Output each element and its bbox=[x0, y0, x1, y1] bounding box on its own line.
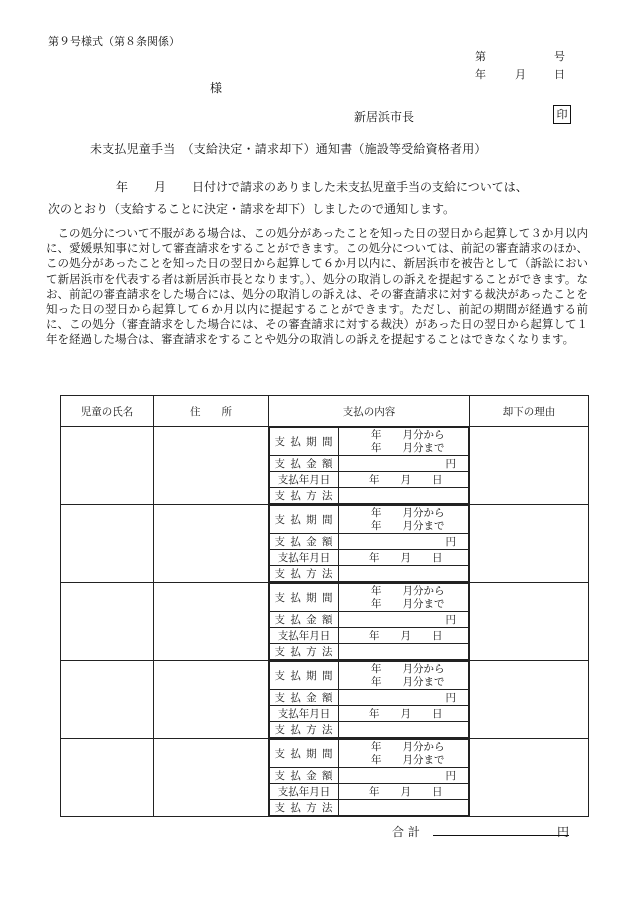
period-value[interactable] bbox=[339, 584, 469, 612]
period-value[interactable] bbox=[339, 740, 469, 768]
date-label: 支払年月日 bbox=[270, 784, 339, 800]
payment-detail bbox=[269, 427, 469, 504]
seal-box: 印 bbox=[553, 105, 571, 124]
amount-value[interactable]: 円 bbox=[339, 456, 469, 472]
period-from: 年 月分から bbox=[371, 662, 445, 675]
address-cell[interactable] bbox=[154, 505, 269, 583]
rejection-reason-cell[interactable] bbox=[470, 427, 589, 505]
date-value[interactable]: 年 月 日 bbox=[339, 550, 469, 566]
amount-label: 支 払 金 額 bbox=[270, 534, 339, 550]
amount-value[interactable]: 円 bbox=[339, 612, 469, 628]
period-from: 年 月分から bbox=[371, 428, 445, 441]
date-label: 支払年月日 bbox=[270, 706, 339, 722]
address-cell[interactable] bbox=[154, 427, 269, 505]
child-name-cell[interactable] bbox=[61, 505, 154, 583]
addressee-suffix: 様 bbox=[210, 81, 223, 95]
period-from: 年 月分から bbox=[371, 740, 445, 753]
intro-paragraph bbox=[48, 176, 588, 220]
period-from: 年 月分から bbox=[371, 506, 445, 519]
rejection-reason-cell[interactable] bbox=[470, 739, 589, 817]
child-row bbox=[61, 583, 589, 661]
method-label: 支 払 方 法 bbox=[270, 644, 339, 660]
date-label: 支払年月日 bbox=[270, 628, 339, 644]
date-label: 支払年月日 bbox=[270, 472, 339, 488]
amount-label: 支 払 金 額 bbox=[270, 690, 339, 706]
payment-detail bbox=[269, 661, 469, 738]
period-value[interactable] bbox=[339, 506, 469, 534]
address-cell[interactable] bbox=[154, 583, 269, 661]
period-label: 支 払 期 間 bbox=[270, 740, 339, 768]
rejection-reason-cell[interactable] bbox=[470, 505, 589, 583]
amount-label: 支 払 金 額 bbox=[270, 768, 339, 784]
date-day: 日 bbox=[554, 68, 565, 81]
intro-year: 年 bbox=[116, 180, 129, 194]
method-label: 支 払 方 法 bbox=[270, 722, 339, 738]
period-label: 支 払 期 間 bbox=[270, 584, 339, 612]
rejection-reason-cell[interactable] bbox=[470, 661, 589, 739]
amount-value[interactable]: 円 bbox=[339, 690, 469, 706]
method-value[interactable] bbox=[339, 800, 469, 816]
issuer-name: 新居浜市長 bbox=[354, 110, 415, 124]
child-row bbox=[61, 661, 589, 739]
intro-month: 月 bbox=[154, 180, 167, 194]
document-title: 未支払児童手当 （支給決定・請求却下）通知書（施設等受給資格者用） bbox=[90, 142, 487, 156]
amount-value[interactable]: 円 bbox=[339, 534, 469, 550]
date-label: 支払年月日 bbox=[270, 550, 339, 566]
period-from: 年 月分から bbox=[371, 584, 445, 597]
document-number bbox=[475, 48, 565, 64]
payment-detail bbox=[269, 583, 469, 660]
period-label: 支 払 期 間 bbox=[270, 428, 339, 456]
period-value[interactable] bbox=[339, 662, 469, 690]
appeal-notice: この処分について不服がある場合は、この処分があったことを知った日の翌日から起算して３か月以内に、愛媛県知事に対して審査請求をすることができます。この処分については、前記の審査請求のほか、この処分があったことを知った日の翌日から起算して６か月以内に、新居浜市を被告として（訴訟において新居浜市を代表する者は新居浜市長となります。）、処分の取消しの訴えを提起することができます。なお、前記の審査請求をした場合には、処分の取消しの訴えは、その審査請求に対する裁決があったことを知った日の翌日から起算して６か月以内に提起することができます。ただし、前記の期間が経過する前に、この処分（審査請求をした場合には、その審査請求に対する裁決）があった日の翌日から起算して１年を経過した場合は、審査請求をすることや処分の取消しの訴えを提起することはできなくなります。 bbox=[46, 226, 588, 347]
amount-label: 支 払 金 額 bbox=[270, 612, 339, 628]
form-number: 第９号様式（第８条関係） bbox=[48, 35, 180, 48]
payment-table bbox=[60, 395, 589, 817]
header-address: 住 所 bbox=[154, 396, 269, 427]
amount-label: 支 払 金 額 bbox=[270, 456, 339, 472]
amount-value[interactable]: 円 bbox=[339, 768, 469, 784]
period-to: 年 月分まで bbox=[371, 597, 445, 610]
doc-number-prefix: 第 bbox=[475, 50, 486, 63]
period-to: 年 月分まで bbox=[371, 519, 445, 532]
period-to: 年 月分まで bbox=[371, 753, 445, 766]
intro-line1: 日付けで請求のありました未支払児童手当の支給については、 bbox=[192, 180, 528, 194]
period-to: 年 月分まで bbox=[371, 675, 445, 688]
child-name-cell[interactable] bbox=[61, 739, 154, 817]
child-name-cell[interactable] bbox=[61, 661, 154, 739]
child-row bbox=[61, 739, 589, 817]
period-label: 支 払 期 間 bbox=[270, 506, 339, 534]
period-value[interactable] bbox=[339, 428, 469, 456]
method-value[interactable] bbox=[339, 488, 469, 504]
rejection-reason-cell[interactable] bbox=[470, 583, 589, 661]
header-child-name: 児童の氏名 bbox=[61, 396, 154, 427]
intro-line2: 次のとおり（支給することに決定・請求を却下）しましたので通知します。 bbox=[48, 202, 456, 216]
date-month: 月 bbox=[515, 68, 526, 81]
child-name-cell[interactable] bbox=[61, 583, 154, 661]
header-payment-content: 支払の内容 bbox=[269, 396, 470, 427]
period-to: 年 月分まで bbox=[371, 441, 445, 454]
total-yen: 円 bbox=[557, 825, 570, 839]
method-label: 支 払 方 法 bbox=[270, 488, 339, 504]
address-cell[interactable] bbox=[154, 661, 269, 739]
child-row bbox=[61, 427, 589, 505]
date-value[interactable]: 年 月 日 bbox=[339, 628, 469, 644]
child-row bbox=[61, 505, 589, 583]
method-label: 支 払 方 法 bbox=[270, 566, 339, 582]
period-label: 支 払 期 間 bbox=[270, 662, 339, 690]
total-label: 合 計 bbox=[392, 825, 420, 839]
date-value[interactable]: 年 月 日 bbox=[339, 472, 469, 488]
date-year: 年 bbox=[475, 68, 486, 81]
child-name-cell[interactable] bbox=[61, 427, 154, 505]
method-value[interactable] bbox=[339, 722, 469, 738]
payment-detail bbox=[269, 739, 469, 816]
method-value[interactable] bbox=[339, 644, 469, 660]
date-value[interactable]: 年 月 日 bbox=[339, 784, 469, 800]
date-value[interactable]: 年 月 日 bbox=[339, 706, 469, 722]
method-label: 支 払 方 法 bbox=[270, 800, 339, 816]
payment-detail bbox=[269, 505, 469, 582]
header-rejection-reason: 却下の理由 bbox=[470, 396, 589, 427]
doc-number-suffix: 号 bbox=[554, 50, 565, 63]
total-field bbox=[433, 835, 569, 836]
method-value[interactable] bbox=[339, 566, 469, 582]
address-cell[interactable] bbox=[154, 739, 269, 817]
